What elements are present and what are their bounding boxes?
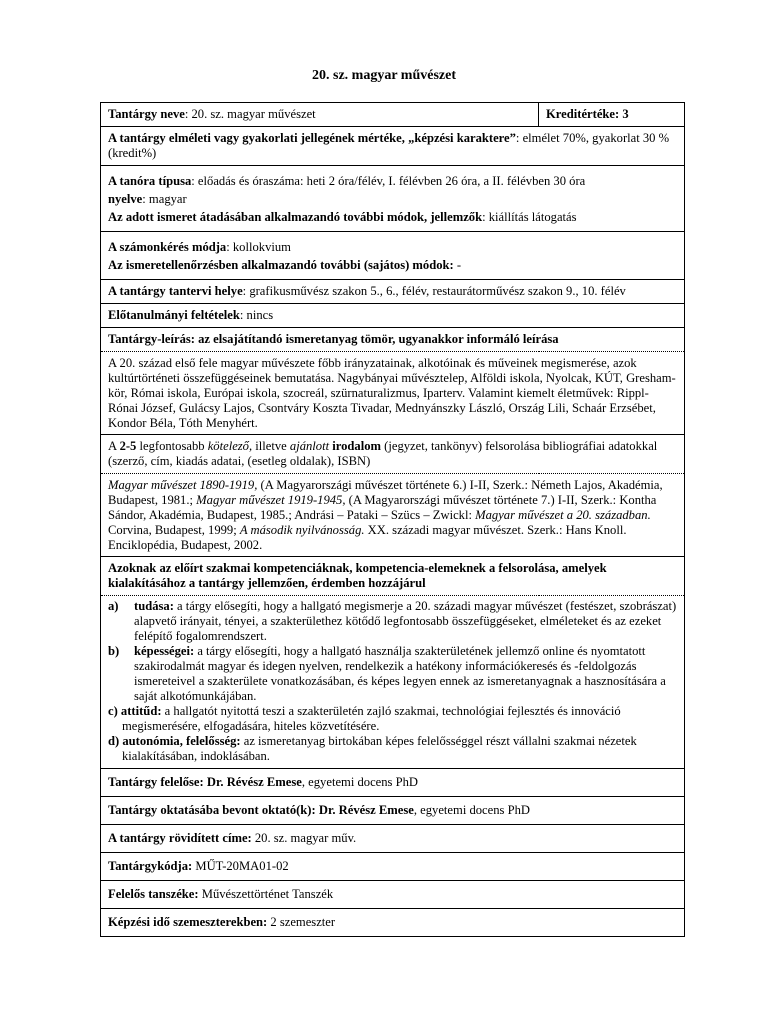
course-name-label: Tantárgy neve xyxy=(108,107,185,121)
row-assessment xyxy=(101,232,685,280)
duration-value: 2 szemeszter xyxy=(267,915,336,929)
competence-b-text: a tárgy elősegíti, hogy a hallgató használja szakterületének jellemző online és nyomtatott szakirodalmát magyar és idegen nyelven, rendelkezik a hatékony információkeresés és -feldolgozás ismereteivel a szakterülete vonatkozásában, és képes legyen ennek az ismeretanyagnak a hasznosítására a saját alkotómunkájában. xyxy=(134,644,666,703)
row-competences-list xyxy=(101,596,685,769)
lit-detail-3: Corvina, Budapest, 1999; xyxy=(108,523,240,537)
literature-text-2: illetve xyxy=(252,439,290,453)
competence-knowledge xyxy=(108,599,677,644)
lit-title-4: A második nyilvánosság. xyxy=(239,523,365,537)
literature-count: 2-5 xyxy=(119,439,137,453)
lesson-type-value: : előadás és óraszáma: heti 2 óra/félév, I. félévben 26 óra, a II. félévben 30 óra xyxy=(191,174,586,188)
department-value: Művészettörténet Tanszék xyxy=(198,887,334,901)
competence-d-head: d) autonómia, felelősség: xyxy=(108,734,241,748)
row-short-title xyxy=(101,825,685,853)
row-description-text xyxy=(101,352,685,435)
row-course-code xyxy=(101,853,685,881)
further-methods-value: : kiállítás látogatás xyxy=(482,210,577,224)
lesson-type-label: A tanóra típusa xyxy=(108,174,192,188)
instructors-label: Tantárgy oktatásába bevont oktató(k): Dr. Révész Emese xyxy=(108,803,414,817)
literature-list xyxy=(101,474,685,557)
assessment-label: A számonkérés módja xyxy=(108,240,227,254)
credit-value: Kreditértéke: 3 xyxy=(539,103,685,127)
prerequisites-value: : nincs xyxy=(239,308,274,322)
language-value: : magyar xyxy=(142,192,187,206)
competence-a-text: a tárgy elősegíti, hogy a hallgató megismerje a 20. századi magyar művészet (festészet, szobrászat) alapvető irányait, tényei, a szakterülethez kötődő legfontosabb összefüggéseket, elméleteket és az ezeket felépítő fogalomrendszert. xyxy=(134,599,677,643)
literature-intro: A xyxy=(108,439,120,453)
department-label: Felelős tanszéke: xyxy=(108,887,199,901)
competence-autonomy xyxy=(108,734,677,764)
row-department xyxy=(101,881,685,909)
competences-header: Azoknak az előírt szakmai kompetenciáknak, kompetencia-elemeknek a felsorolása, amelyek kialakításához a tantárgy jellemzően, érdemben hozzájárul xyxy=(101,557,685,596)
assessment-value: : kollokvium xyxy=(226,240,291,254)
curriculum-place-label: A tantárgy tantervi helye xyxy=(108,284,243,298)
competence-attitude xyxy=(108,704,677,734)
language-label: nyelve xyxy=(108,192,143,206)
row-course-name xyxy=(101,103,685,127)
competence-a-head: tudása: xyxy=(134,599,174,613)
competences-list xyxy=(101,596,685,769)
row-literature-header xyxy=(101,435,685,474)
literature-text-1: legfontosabb xyxy=(136,439,208,453)
row-duration xyxy=(101,909,685,937)
extra-assessment-value: - xyxy=(453,258,462,272)
curriculum-place-value: : grafikusművész szakon 5., 6., félév, restaurátorművész szakon 9., 10. félév xyxy=(242,284,626,298)
short-title-value: 20. sz. magyar műv. xyxy=(251,831,357,845)
lit-detail-2: (A Magyarországi művészet története 7.) I-II, Szerk.: Kontha Sándor, Akadémia, Budapest, 1985.; Andrási – Pataki – Szücs – Zwickl: xyxy=(108,493,657,522)
course-code-label: Tantárgykódja: xyxy=(108,859,193,873)
literature-recommended: ajánlott xyxy=(289,439,330,453)
further-methods-label: Az adott ismeret átadásában alkalmazandó további módok, jellemzők xyxy=(108,210,483,224)
training-character-value: : elmélet 70%, gyakorlat 30 % (kredit%) xyxy=(108,131,670,160)
row-curriculum-place xyxy=(101,280,685,304)
lit-detail-4: XX. századi magyar művészet. Szerk.: Hans Knoll. Enciklopédia, Budapest, 2002. xyxy=(108,523,627,552)
competence-d-text: az ismeretanyag birtokában képes felelősséggel részt vállalni szakmai nézetek kialakításában, indoklásában. xyxy=(122,734,637,763)
row-competences-header xyxy=(101,557,685,596)
lit-title-1: Magyar művészet 1890-1919, xyxy=(108,478,258,492)
row-prerequisites xyxy=(101,304,685,328)
literature-word: irodalom xyxy=(332,439,382,453)
short-title-label: A tantárgy rövidített címe: xyxy=(108,831,252,845)
competence-b-marker: b) xyxy=(108,644,120,658)
competence-b-head: képességei: xyxy=(134,644,195,658)
lit-title-2: Magyar művészet 1919-1945, xyxy=(196,493,346,507)
row-responsible xyxy=(101,769,685,797)
responsible-value: , egyetemi docens PhD xyxy=(301,775,418,789)
description-label: Tantárgy-leírás xyxy=(108,332,191,346)
literature-text-3: (jegyzet, tankönyv) felsorolása bibliográfiai adatokkal (szerző, cím, kiadás adatai, (esetleg oldalak), ISBN) xyxy=(108,439,658,468)
training-character-label: A tantárgy elméleti vagy gyakorlati jellegének mértéke, „képzési karaktere” xyxy=(108,131,516,145)
document-title: 20. sz. magyar művészet xyxy=(312,68,456,83)
literature-mandatory: kötelező, xyxy=(207,439,253,453)
instructors-value: , egyetemi docens PhD xyxy=(413,803,530,817)
lit-detail-1: (A Magyarországi művészet története 6.) I-II, Szerk.: Németh Lajos, Akadémia, Budapest, 1981.; xyxy=(108,478,663,507)
row-description-header xyxy=(101,328,685,352)
responsible-label: Tantárgy felelőse: Dr. Révész Emese xyxy=(108,775,302,789)
competence-c-head: c) attitűd: xyxy=(108,704,162,718)
competence-a-marker: a) xyxy=(108,599,119,613)
course-form-table xyxy=(100,102,685,937)
prerequisites-label: Előtanulmányi feltételek xyxy=(108,308,240,322)
description-text: A 20. század első fele magyar művészete főbb irányzatainak, alkotóinak és műveinek megismerése, azok kultúrtörténeti összefüggéseinek bemutatása. Nagybányai művésztelep, Alföldi iskola, Nyolcak, KÚT, Gresham-kör, Római iskola, Európai iskola, szocreál, szürnaturalizmus, Iparterv. Valamint kiemelt életművek: Rippl-Rónai József, Gulácsy Lajos, Csontváry Koszta Tivadar, Mednyánszky László, Ország Lili, Schaár Erzsébet, Kondor Béla, Tóth Menyhért. xyxy=(101,352,685,435)
competence-skills xyxy=(108,644,677,704)
row-lesson-type xyxy=(101,166,685,232)
extra-assessment-label: Az ismeretellenőrzésben alkalmazandó további (sajátos) módok: xyxy=(108,258,454,272)
description-subtitle: : az elsajátítandó ismeretanyag tömör, ugyanakkor informáló leírása xyxy=(190,332,559,346)
row-instructors xyxy=(101,797,685,825)
row-training-character xyxy=(101,127,685,166)
row-literature-list xyxy=(101,474,685,557)
duration-label: Képzési idő szemeszterekben: xyxy=(108,915,268,929)
course-code-value: MŰT-20MA01-02 xyxy=(192,859,289,873)
competence-c-text: a hallgatót nyitottá teszi a szakterületén zajló szakmai, technológiai fejlesztés és innováció megismerésére, elfogadására, hiteles közvetítésére. xyxy=(122,704,621,733)
lit-title-3: Magyar művészet a 20. században. xyxy=(475,508,651,522)
course-name-value: : 20. sz. magyar művészet xyxy=(184,107,316,121)
